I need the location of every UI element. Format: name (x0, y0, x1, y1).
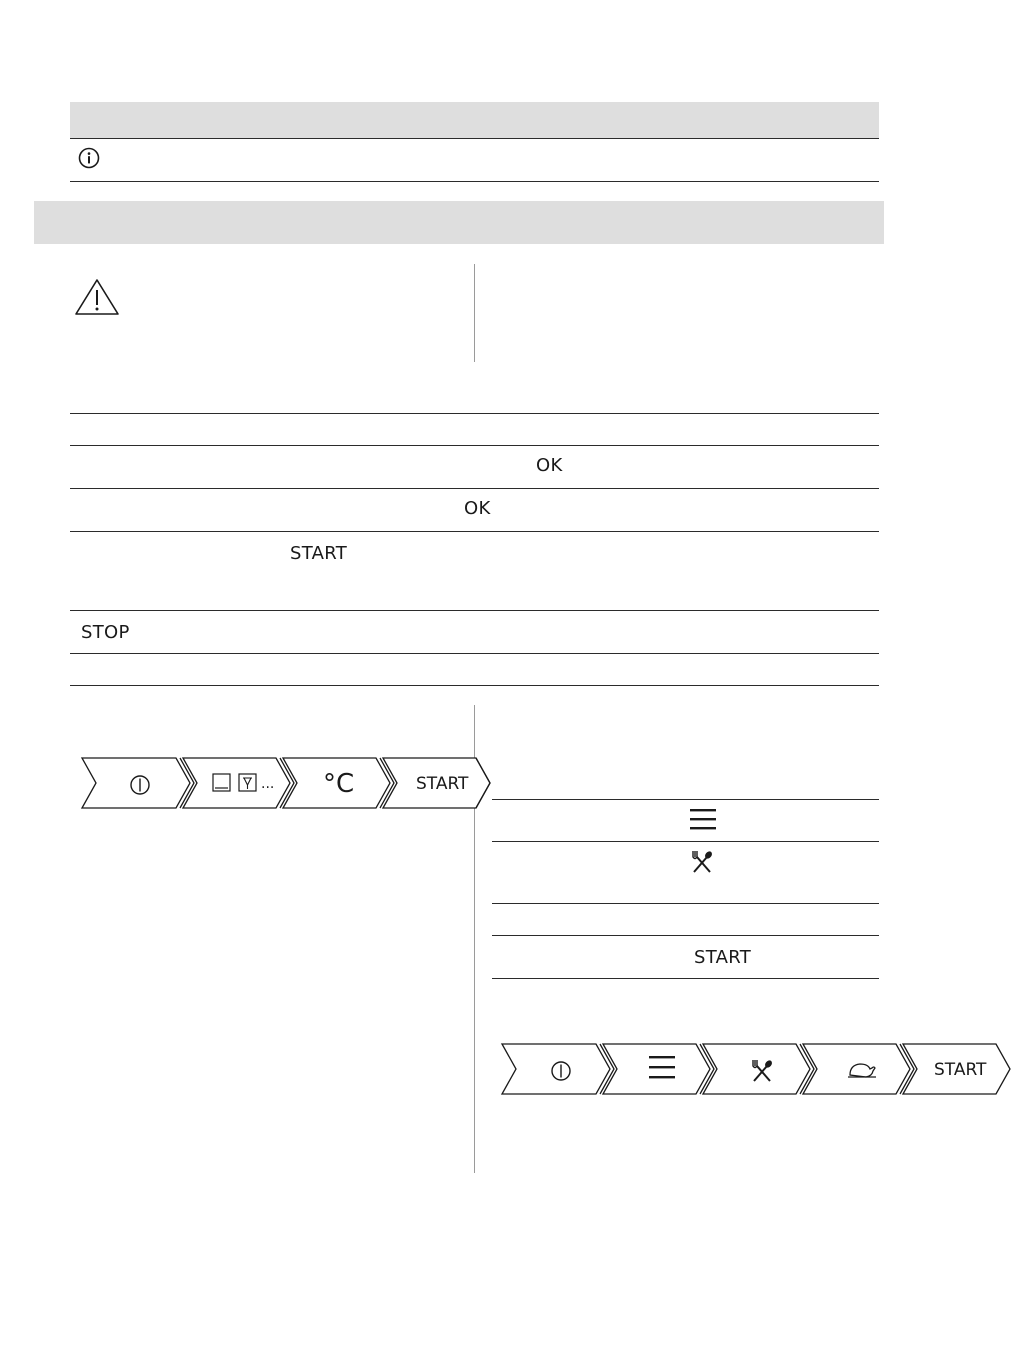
section-heading-bar (34, 201, 884, 244)
flow-step-power (502, 1044, 614, 1094)
right-flow-diagram (500, 1042, 987, 1098)
start-key-label: START (290, 543, 348, 564)
flow-step-power (82, 758, 194, 808)
start-key-label: START (694, 947, 752, 968)
right-table-rule-4 (492, 935, 879, 936)
right-table-rule-1 (492, 799, 879, 800)
right-table-rule-2 (492, 841, 879, 842)
temperature-label: °C (323, 769, 355, 799)
stop-key-label: STOP (81, 622, 130, 643)
warning-column-divider (474, 264, 475, 362)
flow-step-cutlery (703, 1044, 814, 1094)
start-label: START (416, 774, 469, 794)
steps-table-rule-1 (70, 413, 879, 414)
steps-table-rule-2 (70, 445, 879, 446)
menu-icon (690, 807, 716, 831)
ok-key-label: OK (536, 455, 563, 476)
flow-step-function (183, 758, 294, 808)
steps-table-rule-6 (70, 653, 879, 654)
right-table-rule-5 (492, 978, 879, 979)
cutlery-icon (690, 850, 714, 874)
start-label: START (934, 1060, 987, 1080)
steps-table-rule-5 (70, 610, 879, 611)
info-table-bottom-rule (70, 181, 879, 182)
flow-step-roast (803, 1044, 914, 1094)
info-table-header (70, 102, 879, 138)
info-circle-icon (78, 147, 100, 169)
function-ellipsis: ... (261, 776, 275, 792)
right-table-rule-3 (492, 903, 879, 904)
steps-table-rule-4 (70, 531, 879, 532)
steps-table-rule-3 (70, 488, 879, 489)
steps-table-rule-7 (70, 685, 879, 686)
ok-key-label: OK (464, 498, 491, 519)
info-table-header-rule (70, 138, 879, 139)
flow-step-menu (603, 1044, 714, 1094)
warning-triangle-icon (74, 278, 120, 316)
left-flow-diagram (80, 756, 500, 812)
